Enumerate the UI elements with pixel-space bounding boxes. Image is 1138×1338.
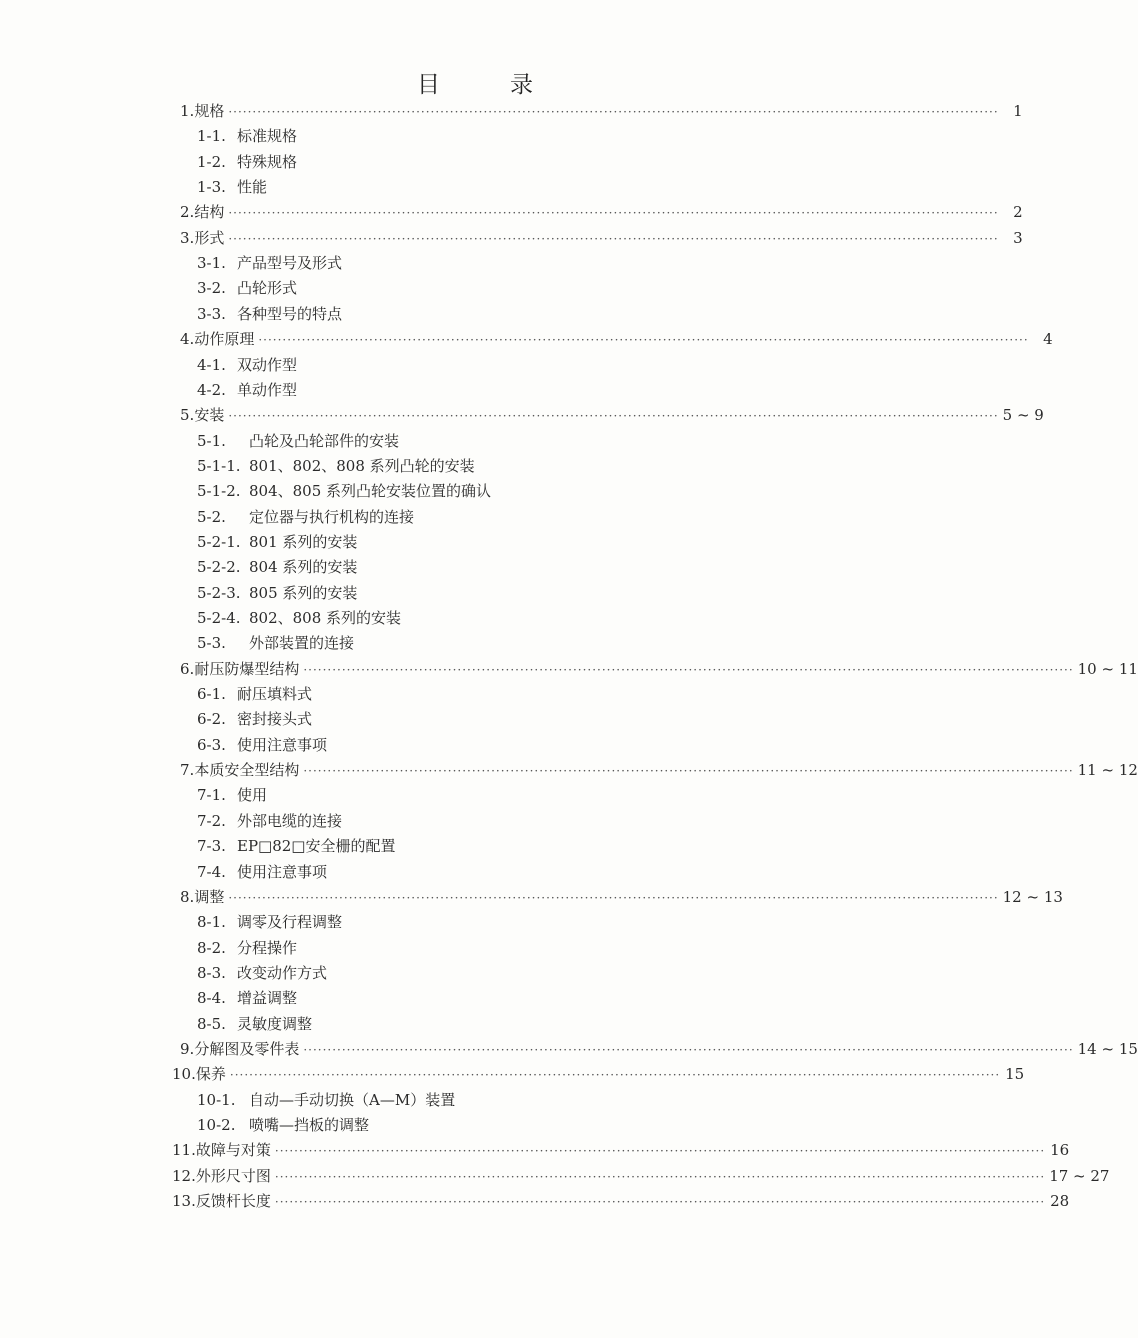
toc-number: 8-3. xyxy=(197,963,226,982)
toc-number: 4. xyxy=(180,330,195,349)
toc-section[interactable] xyxy=(172,1062,1025,1087)
toc-subsection[interactable] xyxy=(197,733,697,758)
toc-number: 5-3. xyxy=(197,634,226,653)
toc-label: 单动作型 xyxy=(237,380,298,399)
toc-leader-dots: ································································································································································ xyxy=(303,764,1074,779)
toc-label: 801、802、808 系列凸轮的安装 xyxy=(249,456,475,475)
toc-subsection[interactable] xyxy=(197,707,697,732)
toc-subsection[interactable] xyxy=(197,631,697,656)
toc-subsection[interactable] xyxy=(197,302,697,327)
toc-subsection[interactable] xyxy=(197,809,697,834)
toc-subsection[interactable] xyxy=(197,454,697,479)
toc-number: 4-2. xyxy=(197,380,226,399)
toc-label: 分解图及零件表 xyxy=(194,1039,300,1058)
toc-subsection[interactable] xyxy=(197,581,697,606)
toc-label: 规格 xyxy=(194,102,225,120)
toc-leader-dots: ································································································································································ xyxy=(258,333,1029,348)
toc-label: 性能 xyxy=(237,178,268,197)
toc-number: 1. xyxy=(180,102,195,120)
toc-number: 5-1-2. xyxy=(197,482,241,501)
toc-section[interactable] xyxy=(180,1037,1138,1062)
toc-number: 6-3. xyxy=(197,735,226,754)
toc-page-number: 28 xyxy=(1050,1192,1070,1211)
toc-label: 802、808 系列的安装 xyxy=(249,609,402,627)
toc-page-number: 10 ~ 11 xyxy=(1077,659,1138,678)
toc-number: 5-2-4. xyxy=(197,609,241,627)
toc-number: 8-2. xyxy=(197,938,226,957)
toc-number: 7-2. xyxy=(197,811,226,830)
toc-label: 外形尺寸图 xyxy=(195,1166,271,1185)
toc-subsection[interactable] xyxy=(197,150,697,175)
toc-number: 8-1. xyxy=(197,913,226,932)
toc-label: 使用注意事项 xyxy=(237,735,328,754)
toc-page-number: 1 xyxy=(1013,102,1023,120)
toc-label: 结构 xyxy=(194,203,225,222)
toc-number: 5. xyxy=(180,406,195,425)
toc-label: 反馈杆长度 xyxy=(195,1192,271,1211)
toc-number: 12. xyxy=(172,1166,196,1185)
title-left-char: 目 xyxy=(417,72,440,98)
toc-label: 特殊规格 xyxy=(237,152,298,171)
toc-number: 2. xyxy=(180,203,195,222)
toc-section[interactable] xyxy=(180,885,1063,910)
toc-leader-dots: ································································································································································ xyxy=(274,1195,1046,1210)
toc-label: 凸轮形式 xyxy=(237,279,298,298)
toc-section[interactable] xyxy=(180,327,1053,352)
toc-leader-dots: ································································································································································ xyxy=(229,1068,1001,1083)
toc-section[interactable] xyxy=(172,1164,1110,1189)
toc-subsection[interactable] xyxy=(197,860,697,885)
toc-number: 4-1. xyxy=(197,355,226,374)
toc-label: 标准规格 xyxy=(237,127,298,146)
toc-number: 1-3. xyxy=(197,178,226,197)
toc-number: 5-2-3. xyxy=(197,583,241,602)
toc-subsection[interactable] xyxy=(197,251,697,276)
toc-leader-dots: ································································································································································ xyxy=(228,890,999,905)
toc-label: 产品型号及形式 xyxy=(237,254,343,273)
toc-subsection[interactable] xyxy=(197,378,697,403)
toc-leader-dots: ································································································································································ xyxy=(228,409,999,424)
toc-subsection[interactable] xyxy=(197,429,697,454)
toc-label: 耐压防爆型结构 xyxy=(194,659,300,678)
toc-number: 8. xyxy=(180,887,195,906)
toc-number: 5-2-2. xyxy=(197,558,241,577)
toc-number: 9. xyxy=(180,1039,195,1058)
toc-subsection[interactable] xyxy=(197,1012,697,1037)
toc-number: 10-2. xyxy=(197,1116,236,1134)
toc-section[interactable] xyxy=(180,99,1023,124)
toc-section[interactable] xyxy=(172,1138,1070,1163)
toc-number: 13. xyxy=(172,1192,196,1211)
toc-number: 3. xyxy=(180,228,195,247)
toc-number: 10-1. xyxy=(197,1090,236,1109)
toc-label: 使用注意事项 xyxy=(237,862,328,881)
toc-page-number: 16 xyxy=(1050,1141,1070,1160)
toc-number: 5-1-1. xyxy=(197,456,241,475)
toc-subsection[interactable] xyxy=(197,682,697,707)
toc-number: 10. xyxy=(172,1065,196,1084)
toc-number: 7-1. xyxy=(197,786,226,805)
toc-subsection[interactable] xyxy=(197,530,697,555)
toc-number: 3-2. xyxy=(197,279,226,298)
toc-label: 804 系列的安装 xyxy=(249,558,358,577)
toc-label: 805 系列的安装 xyxy=(249,583,358,602)
toc-page-number: 11 ~ 12 xyxy=(1077,761,1138,780)
toc-label: 喷嘴—挡板的调整 xyxy=(249,1116,370,1134)
toc-page-number: 17 ~ 27 xyxy=(1049,1166,1110,1185)
toc-number: 7. xyxy=(180,761,195,780)
toc-subsection[interactable] xyxy=(197,276,697,301)
toc-number: 1-1. xyxy=(197,127,226,146)
toc-number: 6. xyxy=(180,659,195,678)
toc-page-number: 12 ~ 13 xyxy=(1002,887,1063,906)
toc-subsection[interactable] xyxy=(197,175,697,200)
toc-label: 本质安全型结构 xyxy=(194,761,300,780)
toc-label: 改变动作方式 xyxy=(237,963,328,982)
toc-subsection[interactable] xyxy=(197,1113,697,1138)
toc-subsection[interactable] xyxy=(197,124,697,149)
toc-leader-dots: ································································································································································ xyxy=(228,206,999,221)
toc-subsection[interactable] xyxy=(197,834,697,859)
toc-number: 5-2. xyxy=(197,507,226,526)
toc-number: 6-2. xyxy=(197,710,226,729)
toc-subsection[interactable] xyxy=(197,1088,697,1113)
page-title xyxy=(0,66,950,99)
toc-label: 分程操作 xyxy=(237,938,298,957)
toc-leader-dots: ································································································································································ xyxy=(303,662,1074,677)
toc-number: 6-1. xyxy=(197,685,226,704)
toc-label: 自动—手动切换（A—M）装置 xyxy=(249,1090,456,1109)
toc-label: 灵敏度调整 xyxy=(237,1014,313,1033)
toc-leader-dots: ································································································································································ xyxy=(228,105,999,119)
toc-subsection[interactable] xyxy=(197,910,697,935)
toc-number: 8-4. xyxy=(197,989,226,1008)
toc-label: 增益调整 xyxy=(237,989,298,1008)
toc-label: EP□82□安全栅的配置 xyxy=(237,837,396,856)
toc-number: 8-5. xyxy=(197,1014,226,1033)
toc-page-number: 4 xyxy=(1043,330,1053,349)
toc-number: 7-3. xyxy=(197,837,226,856)
toc-label: 801 系列的安装 xyxy=(249,532,358,551)
title-right-char: 录 xyxy=(510,72,533,98)
toc-page-number: 15 xyxy=(1005,1065,1025,1084)
toc-number: 11. xyxy=(172,1141,196,1160)
toc-leader-dots: ································································································································································ xyxy=(274,1169,1046,1184)
toc-section[interactable] xyxy=(180,226,1023,251)
toc-section[interactable] xyxy=(180,657,1138,682)
toc-label: 定位器与执行机构的连接 xyxy=(249,507,415,526)
toc-subsection[interactable] xyxy=(197,479,697,504)
toc-leader-dots: ································································································································································ xyxy=(228,231,999,246)
toc-section[interactable] xyxy=(172,1189,1070,1214)
toc-subsection[interactable] xyxy=(197,353,697,378)
toc-label: 调整 xyxy=(194,887,225,906)
toc-section[interactable] xyxy=(180,403,1044,428)
toc-label: 804、805 系列凸轮安装位置的确认 xyxy=(249,482,492,501)
toc-label: 凸轮及凸轮部件的安装 xyxy=(249,431,400,450)
toc-page-number: 14 ~ 15 xyxy=(1077,1039,1138,1058)
toc-number: 3-1. xyxy=(197,254,226,273)
toc-page-number: 5 ~ 9 xyxy=(1002,406,1044,425)
toc-number: 7-4. xyxy=(197,862,226,881)
toc-label: 调零及行程调整 xyxy=(237,913,343,932)
toc-label: 故障与对策 xyxy=(195,1141,271,1160)
toc-subsection[interactable] xyxy=(197,986,697,1011)
toc-label: 保养 xyxy=(195,1065,226,1084)
toc-subsection[interactable] xyxy=(197,555,697,580)
toc-number: 1-2. xyxy=(197,152,226,171)
toc-section[interactable] xyxy=(180,758,1138,783)
toc-subsection[interactable] xyxy=(197,505,697,530)
toc-subsection[interactable] xyxy=(197,783,697,808)
toc-number: 5-2-1. xyxy=(197,532,241,551)
toc-subsection[interactable] xyxy=(197,961,697,986)
toc-leader-dots: ································································································································································ xyxy=(274,1144,1046,1159)
toc-section[interactable] xyxy=(180,200,1023,225)
toc-label: 密封接头式 xyxy=(237,710,313,729)
toc-label: 外部电缆的连接 xyxy=(237,811,343,830)
toc-label: 各种型号的特点 xyxy=(237,304,343,323)
toc-subsection[interactable] xyxy=(197,606,697,631)
toc-label: 使用 xyxy=(237,786,268,805)
toc-label: 形式 xyxy=(194,228,225,247)
toc-page-number: 3 xyxy=(1013,228,1023,247)
toc-label: 耐压填料式 xyxy=(237,685,313,704)
toc-label: 安装 xyxy=(194,406,225,425)
toc-label: 双动作型 xyxy=(237,355,298,374)
toc-page-number: 2 xyxy=(1013,203,1023,222)
toc-number: 3-3. xyxy=(197,304,226,323)
toc-label: 动作原理 xyxy=(194,330,255,349)
toc-leader-dots: ································································································································································ xyxy=(303,1042,1074,1057)
toc-label: 外部装置的连接 xyxy=(249,634,355,653)
toc-subsection[interactable] xyxy=(197,936,697,961)
toc-number: 5-1. xyxy=(197,431,226,450)
